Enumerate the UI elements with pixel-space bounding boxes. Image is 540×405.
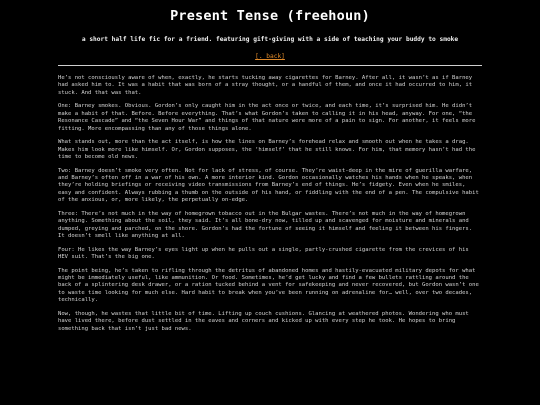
story-paragraph: The point being, he’s taken to rifling through the detritus of abandoned homes and hastily-evacuated military depots for what might be immediately useful, like ammunition. Or food. Sometimes, he’d get lucky and find a few bullets rattling around the back of a splintering desk drawer, or a ration tucked behind a vent for safekeeping and never recovered, but Gordon wasn’t one to waste time looking for much else. Hard habit to break when you’ve been running on adrenaline for… well, over two decades, technically. (58, 267, 479, 304)
story-paragraph: He’s not consciously aware of when, exactly, he starts tucking away cigarettes for Barney. After all, it wasn’t as if Barney had asked him to. It was a habit that was born of a stray thought, or a handful of them, and once it had occurred to him, it stuck. And that was that. (58, 75, 473, 96)
story-paragraph: What stands out, more than the act itself, is how the lines on Barney’s forehead relax and smooth out when he takes a drag. Makes him look more like himself. Or, Gordon supposes, the ‘himself’ that he still knows. For him, that memory hasn’t had the time to become old news. (58, 139, 476, 161)
back-link-container (58, 53, 482, 61)
page-title: Present Tense (freehoun) (170, 8, 370, 24)
page (58, 0, 482, 333)
back-link[interactable]: [. back] (255, 53, 285, 60)
story-paragraph: Four: He likes the way Barney’s eyes light up when he pulls out a single, partly-crushed cigarette from the crevices of his HEV suit. That’s the big one. (58, 246, 469, 261)
divider (58, 65, 482, 66)
page-subtitle: a short half life fic for a friend. featuring gift-giving with a side of teaching your buddy to smoke (81, 36, 459, 43)
story-paragraph: Two: Barney doesn’t smoke very often. Not for lack of stress, of course. They’re waist-deep in the mire of guerilla warfare, and Barney’s often off in a war of his own. A more interior kind. Gordon occasionally watches his hands when he speaks, when they’re holding briefings or receiving video transmissions from Barney’s end of things. He’s fidgety. Even when he smiles, easy and confident. Always rubbing a thumb on the outside of his hand, or fiddling with the end of a pen. The compulsive habit of the anxious, or, more likely, the perpetually on-edge. (58, 167, 479, 204)
story-paragraph: Three: There’s not much in the way of homegrown tobacco out in the Bulgar wastes. There’s not much in the way of homegrown anything. Something about the soil, they said. It’s all bone-dry now, tilled up and scavenged for moisture and minerals and dumped, greying and parched, on the shore. Gordon’s had the fortune of seeing it himself and feeling it between his fingers. It doesn’t smell like anything at all. (58, 210, 473, 240)
story-paragraph: One: Barney smokes. Obvious. Gordon’s only caught him in the act once or twice, and each time, it’s surprised him. He didn’t make a habit of that. Before. Before everything. That’s what Gordon’s taken to calling it in his head, anyway. For one, “the Resonance Cascade” and “the Seven Hour War” and things of that nature were more of a pain to sign. For another, it feels more fitting. More encompassing than any of those things alone. (58, 103, 476, 132)
story-body (58, 75, 482, 333)
story-paragraph: Now, though, he wastes that little bit of time. Lifting up couch cushions. Glancing at weathered photos. Wondering who must have lived there, before dust settled in the eaves and corners and kicked up with every step he took. He hopes to bring something back that isn’t just bad news. (58, 310, 469, 332)
